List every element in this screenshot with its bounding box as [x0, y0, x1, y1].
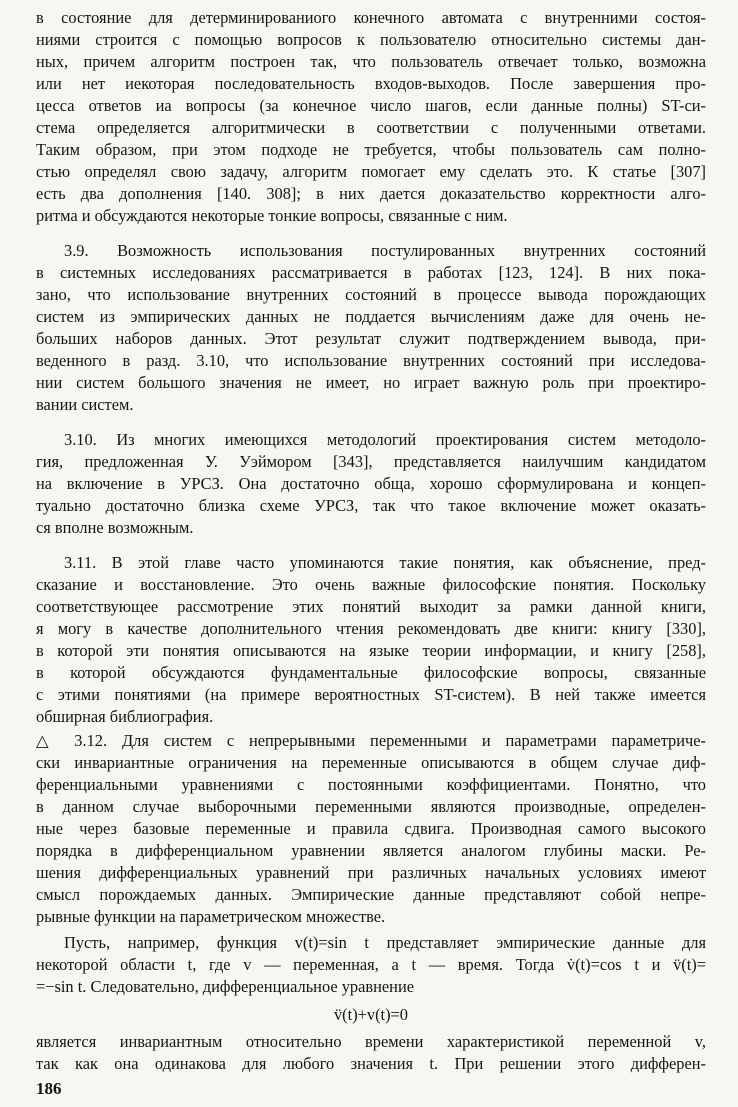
text-line: или нет иекоторая последовательность входов-выходов. После завершения про-	[36, 74, 706, 93]
text-line: вании систем.	[36, 395, 134, 414]
text-line: нии систем большого значения не имеет, но играет важную роль при проектиро-	[36, 373, 706, 392]
text-line: ных, причем алгоритм построен так, что пользователь отвечает только, возможна	[36, 52, 706, 71]
text-line: Таким образом, при этом подходе не требуется, чтобы пользователь сам полно-	[36, 140, 706, 159]
text-line: в которой эти понятия описываются на языке теории информации, и книгу [258],	[36, 641, 706, 660]
text-line: веденного в разд. 3.10, что использование внутренних состояний при исследова-	[36, 351, 706, 370]
text-line: ные через базовые переменные и правила сдвига. Производная самого высокого	[36, 819, 706, 838]
paragraph-3-12-start: △ 3.12. Для систем с непрерывными переменными и параметрами параметриче-	[36, 731, 706, 750]
text-line: обширная библиография.	[36, 707, 214, 726]
text-line: есть два дополнения [140. 308]; в них дается доказательство корректности алго-	[36, 184, 706, 203]
text-line: я могу в качестве дополнительного чтения рекомендовать две книги: книгу [330],	[36, 619, 706, 638]
text-line: в которой обсуждаются фундаментальные философские вопросы, связанные	[36, 663, 706, 682]
paragraph-example-start: Пусть, например, функция v(t)=sin t представляет эмпирические данные для	[64, 933, 706, 952]
text-line: туально достаточно близка схеме УРСЗ, так что такое включение может оказать-	[36, 496, 706, 515]
text-line: некоторой области t, где v — переменная, а t — время. Тогда v̇(t)=cos t и v̈(t)=	[36, 955, 706, 974]
text-line: соответствующее рассмотрение этих понятий выходит за рамки данной книги,	[36, 597, 706, 616]
text-line: цесса ответов иа вопросы (за конечное число шагов, если данные полны) ST-си-	[36, 96, 706, 115]
paragraph-3-11-start: 3.11. В этой главе часто упоминаются такие понятия, как объяснение, пред-	[64, 553, 706, 572]
text-line: зано, что использование внутренних состояний в процессе вывода порождающих	[36, 285, 706, 304]
text-line: является инвариантным относительно времени характеристикой переменной v,	[36, 1032, 706, 1051]
text-line: стема определяется алгоритмически в соответствии с полученными ответами.	[36, 118, 706, 137]
text-line: =−sin t. Следовательно, дифференциальное уравнение	[36, 977, 414, 996]
text-line: ски инвариантные ограничения на переменные описываются в общем случае диф-	[36, 753, 706, 772]
text-line: в данном случае выборочными переменными являются производные, определен-	[36, 797, 706, 816]
text-line: шения дифференциальных уравнений при различных начальных условиях имеют	[36, 863, 706, 882]
text-line: ритма и обсуждаются некоторые тонкие вопросы, связанные с ним.	[36, 206, 508, 225]
text-line: больших наборов данных. Этот результат служит подтверждением вывода, при-	[36, 329, 706, 348]
text-line: систем из эмпирических данных не поддается вычислениям даже для очень не-	[36, 307, 706, 326]
text-line: порядка в дифференциальном уравнении является аналогом глубины маски. Ре-	[36, 841, 706, 860]
equation: v̈(t)+v(t)=0	[333, 1005, 408, 1024]
text-line: в системных исследованиях рассматривается в работах [123, 124]. В них пока-	[36, 263, 706, 282]
paragraph-3-9-start: 3.9. Возможность использования постулированных внутренних состояний	[64, 241, 706, 260]
text-line: сказание и восстановление. Это очень важные философские понятия. Поскольку	[36, 575, 706, 594]
text-line: гия, предложенная У. Уэймором [343], представляется наилучшим кандидатом	[36, 452, 706, 471]
text-line: стью определял свою задачу, алгоритм помогает ему сделать это. К статье [307]	[36, 162, 706, 181]
text-line: смысл порождаемых данных. Эмпирические данные представляют собой непре-	[36, 885, 706, 904]
text-line: ниями строится с помощью вопросов к пользователю относительно системы дан-	[36, 30, 706, 49]
text-line: ся вполне возможным.	[36, 518, 194, 537]
text-line: в состояние для детерминированиого конечного автомата с внутренними состоя-	[36, 8, 706, 27]
paragraph-3-10-start: 3.10. Из многих имеющихся методологий проектирования систем методоло-	[64, 430, 706, 449]
text-line: на включение в УРСЗ. Она достаточно обща, хорошо сформулирована и концеп-	[36, 474, 706, 493]
text-line: рывные функции на параметрическом множестве.	[36, 907, 386, 926]
text-line: с этими понятиями (на примере вероятностных ST-систем). В ней также имеется	[36, 685, 706, 704]
text-line: ференциальными уравнениями с постоянными коэффициентами. Понятно, что	[36, 775, 706, 794]
text-line: так как она одинакова для любого значения t. При решении этого дифферен-	[36, 1054, 706, 1073]
page-number: 186	[36, 1079, 62, 1098]
